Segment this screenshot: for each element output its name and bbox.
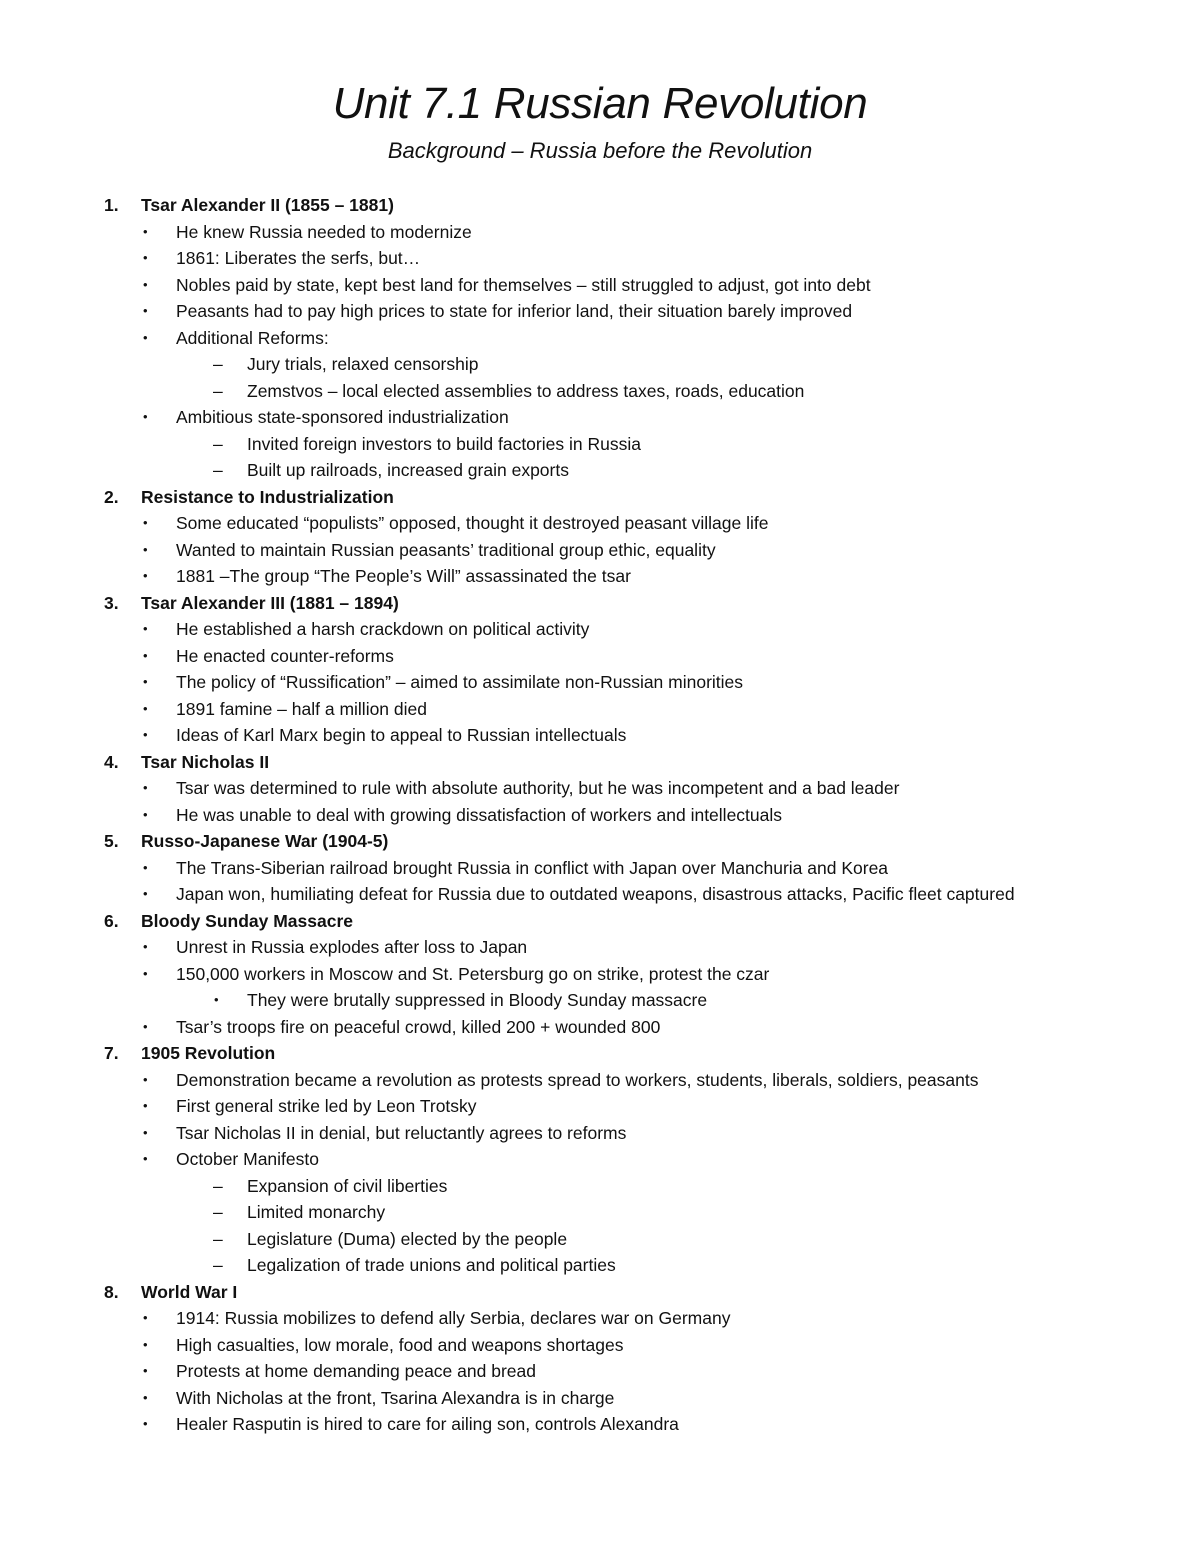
list-item: • He established a harsh crackdown on political activity: [0, 616, 1200, 643]
section-title: 1905 Revolution: [141, 1043, 276, 1063]
section-number: 1.: [104, 195, 119, 215]
dash-icon: –: [213, 460, 223, 480]
sub-list-item: • They were brutally suppressed in Bloody Sunday massacre: [0, 987, 1200, 1014]
sub-list-item: – Invited foreign investors to build factories in Russia: [0, 431, 1200, 458]
list-item: • With Nicholas at the front, Tsarina Alexandra is in charge: [0, 1385, 1200, 1412]
list-item: • Ambitious state-sponsored industrialization: [0, 404, 1200, 431]
list-item: • Protests at home demanding peace and bread: [0, 1358, 1200, 1385]
list-item: • Wanted to maintain Russian peasants’ traditional group ethic, equality: [0, 537, 1200, 564]
bullet-icon: •: [143, 780, 148, 795]
dash-icon: –: [213, 1202, 223, 1222]
bullet-icon: •: [143, 621, 148, 636]
bullet-icon: •: [143, 1336, 148, 1352]
bullet-icon: •: [143, 409, 148, 424]
section-heading: [0, 1040, 1200, 1067]
bullet-icon: •: [143, 303, 148, 318]
list-item: • The Trans-Siberian railroad brought Russia in conflict with Japan over Manchuria and Korea: [0, 855, 1200, 882]
section-heading: [0, 484, 1200, 511]
list-item: • Demonstration became a revolution as protests spread to workers, students, liberals, soldiers, peasants: [0, 1067, 1200, 1094]
bullet-icon: •: [143, 886, 148, 901]
section-title: Bloody Sunday Massacre: [141, 910, 354, 931]
bullet-icon: •: [143, 939, 148, 954]
list-item: • First general strike led by Leon Trotsky: [0, 1093, 1200, 1120]
list-item: • 1861: Liberates the serfs, but…: [0, 245, 1200, 272]
bullet-icon: •: [143, 727, 148, 742]
section-heading: [0, 590, 1200, 617]
dash-icon: –: [213, 1255, 223, 1275]
list-item: • He enacted counter-reforms: [0, 643, 1200, 670]
dash-icon: –: [213, 433, 223, 454]
section-heading: [0, 908, 1200, 935]
list-item: • Nobles paid by state, kept best land for themselves – still struggled to adjust, got into debt: [0, 272, 1200, 299]
section-number: 8.: [104, 1281, 119, 1302]
list-item: • Ideas of Karl Marx begin to appeal to Russian intellectuals: [0, 722, 1200, 749]
bullet-icon: •: [214, 992, 219, 1007]
list-item: • Healer Rasputin is hired to care for ailing son, controls Alexandra: [0, 1411, 1200, 1438]
bullet-icon: •: [143, 515, 148, 530]
list-item: • 1881 –The group “The People’s Will” assassinated the tsar: [0, 563, 1200, 590]
sub-list-item: – Limited monarchy: [0, 1199, 1200, 1226]
section-heading: [0, 828, 1200, 855]
section-title: Tsar Nicholas II: [141, 751, 270, 772]
bullet-icon: •: [143, 965, 148, 981]
dash-icon: –: [213, 1228, 223, 1249]
list-item: • He was unable to deal with growing dissatisfaction of workers and intellectuals: [0, 802, 1200, 829]
bullet-icon: •: [143, 647, 148, 663]
section-number: 2.: [104, 486, 119, 507]
sub-list-item: – Expansion of civil liberties: [0, 1173, 1200, 1200]
list-item: • 150,000 workers in Moscow and St. Petersburg go on strike, protest the czar: [0, 961, 1200, 988]
section-number: 5.: [104, 831, 119, 851]
bullet-icon: •: [143, 329, 148, 345]
dash-icon: –: [213, 380, 223, 401]
bullet-icon: •: [143, 1018, 148, 1034]
list-item: • Japan won, humiliating defeat for Russia due to outdated weapons, disastrous attacks, Pacific fleet captured: [0, 881, 1200, 908]
list-item: • Some educated “populists” opposed, thought it destroyed peasant village life: [0, 510, 1200, 537]
list-item: • The policy of “Russification” – aimed to assimilate non-Russian minorities: [0, 669, 1200, 696]
bullet-icon: •: [143, 674, 148, 689]
section-title: World War I: [141, 1281, 238, 1302]
bullet-icon: •: [143, 1124, 148, 1140]
list-item: • High casualties, low morale, food and weapons shortages: [0, 1332, 1200, 1359]
list-item: • Tsar Nicholas II in denial, but reluctantly agrees to reforms: [0, 1120, 1200, 1147]
section-number: 6.: [104, 910, 119, 931]
sub-list-item: – Jury trials, relaxed censorship: [0, 351, 1200, 378]
section-number: 4.: [104, 751, 119, 772]
section-heading: [0, 192, 1200, 219]
dash-icon: –: [213, 354, 223, 374]
bullet-icon: •: [143, 1363, 148, 1378]
section-title: Tsar Alexander III (1881 – 1894): [141, 592, 399, 613]
section-title: Tsar Alexander II (1855 – 1881): [141, 195, 394, 215]
outline-list: [0, 192, 1200, 1438]
bullet-icon: •: [143, 1416, 148, 1431]
sub-list-item: – Built up railroads, increased grain exports: [0, 457, 1200, 484]
list-item: • Unrest in Russia explodes after loss to Japan: [0, 934, 1200, 961]
sub-list-item: – Legislature (Duma) elected by the people: [0, 1226, 1200, 1253]
bullet-icon: •: [143, 700, 148, 716]
list-item: • Tsar’s troops fire on peaceful crowd, killed 200 + wounded 800: [0, 1014, 1200, 1041]
list-item: • Peasants had to pay high prices to state for inferior land, their situation barely improved: [0, 298, 1200, 325]
list-item: • Additional Reforms:: [0, 325, 1200, 352]
bullet-icon: •: [143, 1098, 148, 1113]
section-heading: [0, 749, 1200, 776]
bullet-icon: •: [143, 276, 148, 292]
bullet-icon: •: [143, 806, 148, 822]
bullet-icon: •: [143, 568, 148, 583]
list-item: • He knew Russia needed to modernize: [0, 219, 1200, 246]
bullet-icon: •: [143, 541, 148, 557]
list-item: • 1914: Russia mobilizes to defend ally Serbia, declares war on Germany: [0, 1305, 1200, 1332]
list-item: • Tsar was determined to rule with absolute authority, but he was incompetent and a bad leader: [0, 775, 1200, 802]
sub-list-item: – Zemstvos – local elected assemblies to address taxes, roads, education: [0, 378, 1200, 405]
dash-icon: –: [213, 1175, 223, 1196]
bullet-icon: •: [143, 1151, 148, 1166]
sub-list-item: – Legalization of trade unions and political parties: [0, 1252, 1200, 1279]
list-item: • 1891 famine – half a million died: [0, 696, 1200, 723]
bullet-icon: •: [143, 250, 148, 265]
bullet-icon: •: [143, 223, 148, 239]
section-title: Russo-Japanese War (1904-5): [141, 831, 389, 851]
section-number: 7.: [104, 1043, 119, 1063]
page-subtitle: Background – Russia before the Revolution: [387, 138, 813, 163]
bullet-icon: •: [143, 859, 148, 875]
section-title: Resistance to Industrialization: [141, 486, 394, 507]
bullet-icon: •: [143, 1310, 148, 1325]
list-item: • October Manifesto: [0, 1146, 1200, 1173]
page-title: Unit 7.1 Russian Revolution: [332, 79, 868, 128]
section-number: 3.: [104, 592, 119, 613]
bullet-icon: •: [143, 1071, 148, 1087]
bullet-icon: •: [143, 1389, 148, 1405]
section-heading: [0, 1279, 1200, 1306]
